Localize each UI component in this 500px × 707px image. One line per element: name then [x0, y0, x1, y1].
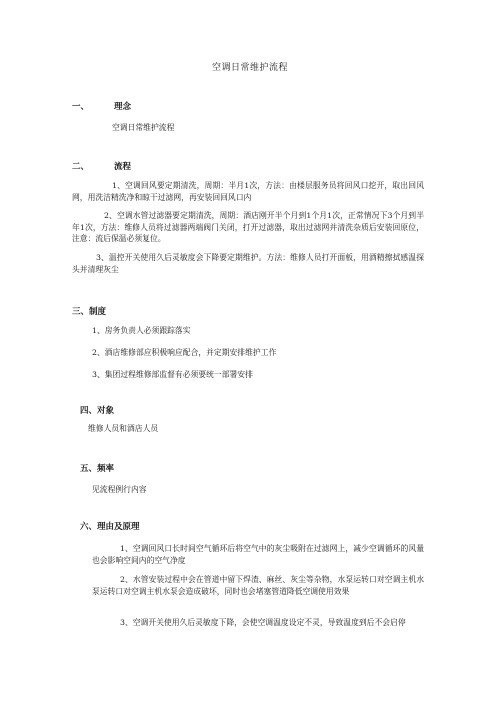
section-heading-5	[80, 462, 114, 474]
section-3-item-2: 2、酒店维修部应积极响应配合，并定期安排维护工作	[92, 348, 277, 357]
section-4-text: 维修人员和酒店人员	[88, 424, 159, 433]
section-heading-3	[72, 305, 106, 317]
section-number: 四、	[80, 406, 98, 416]
section-heading-1	[72, 100, 131, 112]
section-title: 理念	[114, 102, 132, 112]
section-2-paragraph-1: 1、空调回风要定期清洗，周期：半月1次，方法：由楼层服务员将回风口挖开，取出回风网，用洗洁精洗净和晾干过滤网，再安装回回风口内	[72, 181, 424, 202]
section-6-paragraph-1: 1、空调回风口长时间空气循环后将空气中的灰尘吸附在过滤网上，减少空调循环的风量也会影响空间内的空气净度	[92, 544, 424, 565]
section-6-paragraph-2: 2、水管安装过程中会在管道中留下焊渣、麻丝、灰尘等杂物，水泵运转口对空调主机水泵运转口对空调主机水泵会造成破坏，同时也会堵塞管道降低空调使用效果	[92, 575, 424, 596]
section-title: 对象	[97, 406, 115, 416]
section-number: 二、	[72, 162, 90, 172]
section-3-item-1: 1、房务负责人必须跟踪落实	[92, 326, 191, 335]
section-heading-2	[72, 160, 131, 172]
section-title: 理由及原理	[97, 522, 140, 532]
document-title: 空调日常维护流程	[211, 63, 288, 73]
section-1-text: 空调日常维护流程	[112, 123, 175, 132]
section-number: 三、	[72, 307, 90, 317]
section-title: 频率	[97, 464, 115, 474]
section-heading-6	[80, 520, 140, 532]
section-title: 流程	[114, 162, 132, 172]
section-number: 五、	[80, 464, 98, 474]
section-number: 一、	[72, 102, 90, 112]
section-3-item-3: 3、集团过程维修部监督有必须要统一部署安排	[92, 370, 253, 379]
section-2-paragraph-2: 2、空调水管过滤器要定期清洗，周期：酒店刚开半个月到1个月1次，正常情况下3个月到半年1次，方法：维修人员将过滤器两端阀门关闭，打开过滤器，取出过滤网并清洗杂质后安装回原位，注意：流后保温必须复位。	[72, 211, 424, 243]
section-2-paragraph-3: 3、温控开关使用久后灵敏度会下降要定期维护。方法：维修人员打开面板，用酒精擦拭感温探头并清理灰尘	[72, 253, 424, 274]
section-6-paragraph-3: 3、空调开关使用久后灵敏度下降，会使空调温度设定不灵，导致温度到后不会启停	[120, 618, 406, 627]
section-heading-4	[80, 404, 114, 416]
section-title: 制度	[89, 307, 107, 317]
section-number: 六、	[80, 522, 98, 532]
section-5-text: 见流程例行内容	[92, 485, 147, 494]
